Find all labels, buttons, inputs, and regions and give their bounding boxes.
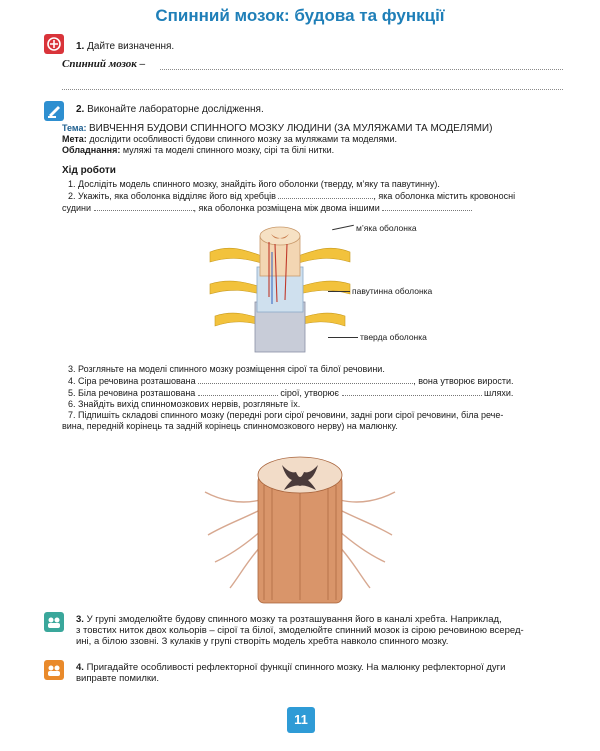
reflex-task-icon xyxy=(44,660,64,680)
page-title: Спинний мозок: будова та функції xyxy=(155,6,445,25)
cross-section xyxy=(258,457,342,493)
task-3: 3. У групі змоделюйте будову спинного мозку та розташування його в каналі хребта. Наприклад, з товстих ниток двох кольорів – сірої та білої, змоделюйте спинний мозок із сірою речовиною всеред- ині, а білою ззовні. З кулаків у групі створіть модель хребта навколо спинного мозку. xyxy=(76,614,524,647)
group-work-icon xyxy=(44,612,64,632)
procedure-steps-2: 3. Розгляньте на моделі спинного мозку розміщення сірої та білої речовини. 4. Сіра речовина розташована , вона утворює вирости. 5. Біла речовина розташована сірої, утворює шляхи. 6. Знайдіть вихід спинномозкових нервів, розгляньте їх. 7. Підпишіть складові спинного мозку (передні роги сірої речовини, задні роги сірої речовини, біла рече- вина, передній корінець та задній корінець спинномозкового нерву) на малюнку. xyxy=(62,364,514,431)
spinal-cord-illustration xyxy=(200,450,400,605)
answer-line[interactable] xyxy=(160,69,563,70)
definition-term: Спинний мозок – xyxy=(62,58,146,70)
label-arachnoid-mater: павутинна оболонка xyxy=(352,286,433,296)
procedure-steps: 1. Дослідіть модель спинного мозку, знайдіть його оболонки (тверду, м’яку та павутинну). 2. Укажіть, яка оболонка відділяє його від хребців , яка оболонка містить кровоносні судини , яка оболонка розміщена між двома іншими xyxy=(62,179,516,213)
lab-icon xyxy=(44,101,64,121)
procedure-heading: Хід роботи xyxy=(62,165,116,176)
task-2: 2. Виконайте лабораторне дослідження. xyxy=(76,104,264,115)
answer-line[interactable] xyxy=(62,89,563,90)
task-1: 1. Дайте визначення. xyxy=(76,41,175,52)
task-4: 4. Пригадайте особливості рефлекторної функції спинного мозку. На малюнку рефлекторної дуги виправте помилки. xyxy=(76,662,506,684)
page-number: 11 xyxy=(287,707,315,733)
cord-section xyxy=(260,227,300,245)
lab-header: Тема: ВИВЧЕННЯ БУДОВИ СПИННОГО МОЗКУ ЛЮДИНИ (ЗА МУЛЯЖАМИ ТА МОДЕЛЯМИ) Мета: дослідити особливості будови спинного мозку за муляжами та моделями. Обладнання: муляжі та моделі спинного мозку, сірі та білі нитки. xyxy=(62,123,493,155)
definition-icon xyxy=(44,34,64,54)
label-pia-mater: м’яка оболонка xyxy=(356,223,417,233)
label-dura-mater: тверда оболонка xyxy=(360,332,427,342)
